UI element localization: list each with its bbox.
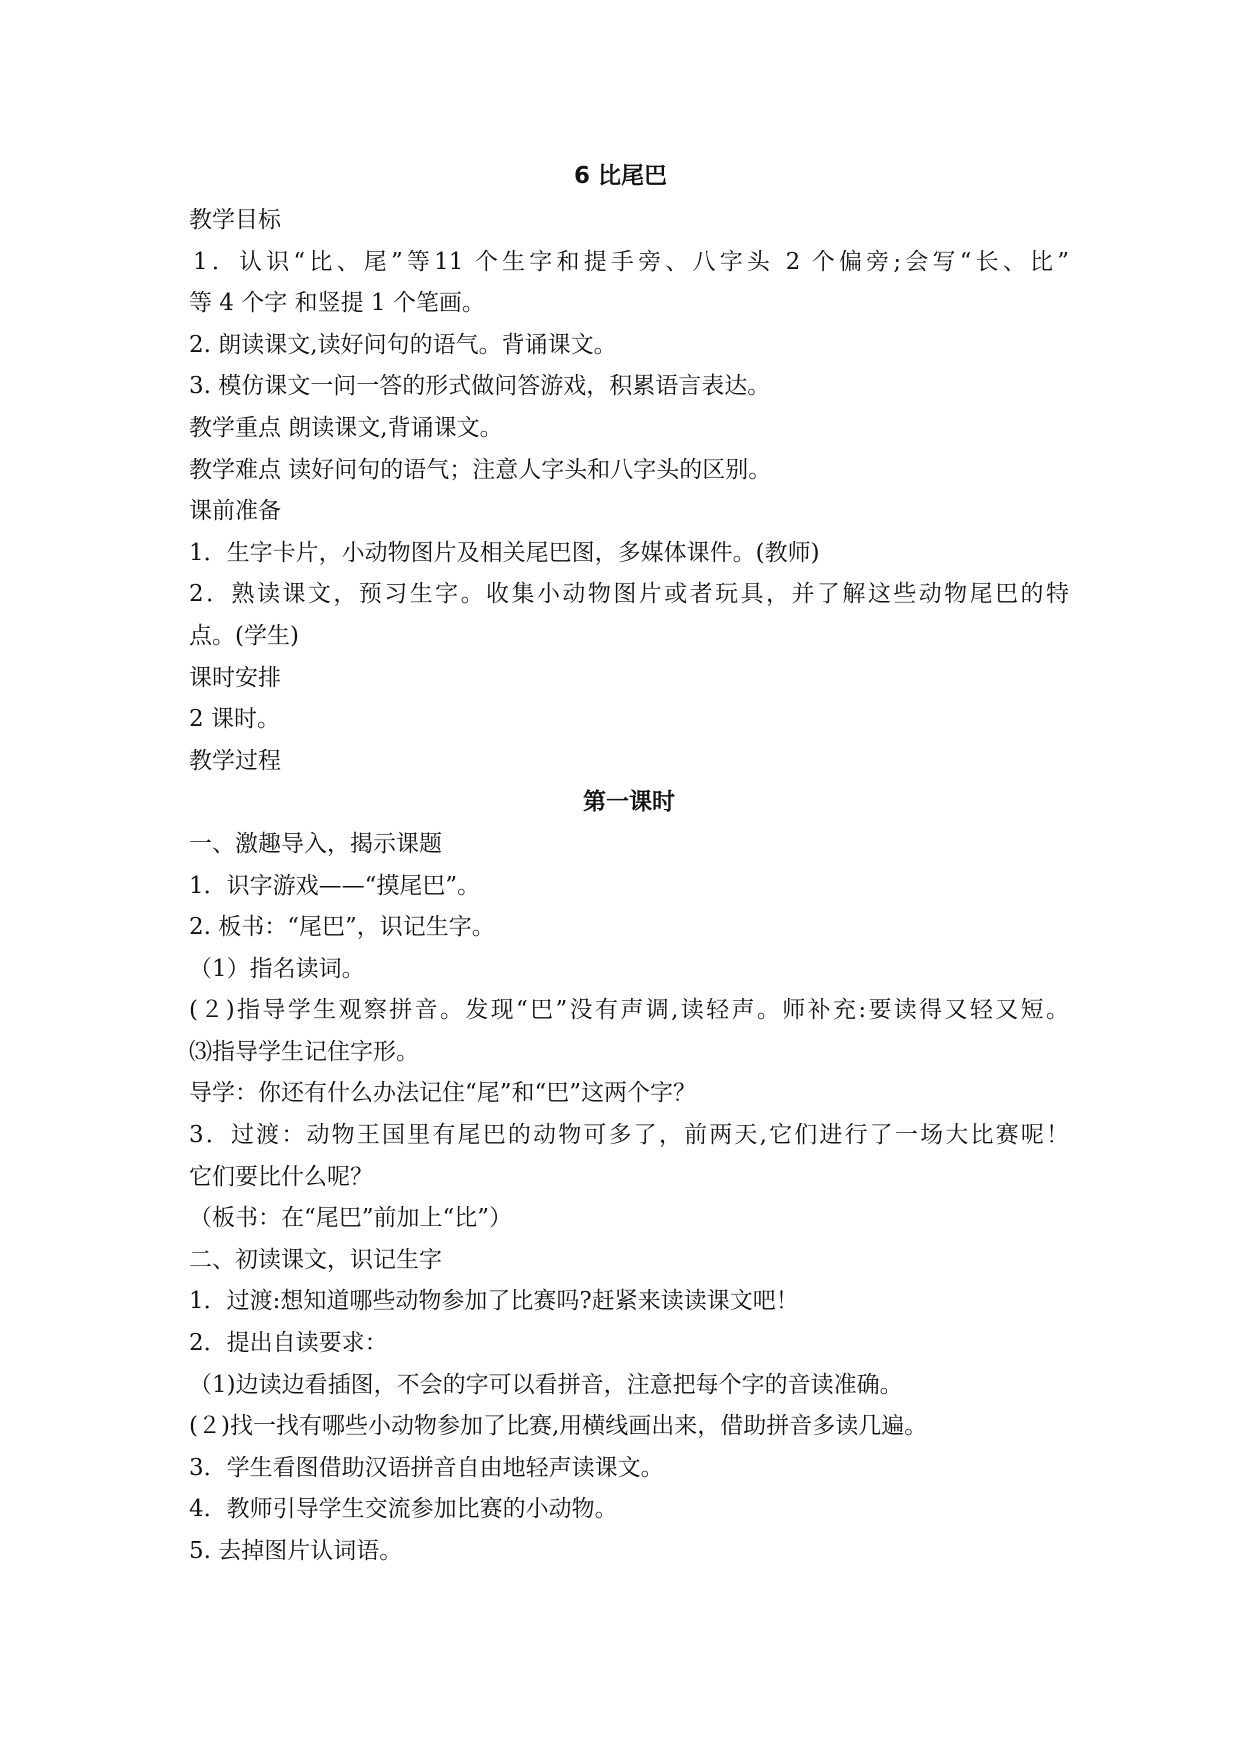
document-body xyxy=(189,200,1069,1573)
paragraph-line: 一、激趣导入，揭示课题 xyxy=(189,830,442,857)
paragraph-line: 3. 模仿课文一问一答的形式做问答游戏，积累语言表达。 xyxy=(189,373,771,400)
paragraph-line: （1)边读边看插图，不会的字可以看拼音，注意把每个字的音读准确。 xyxy=(189,1371,903,1398)
paragraph-line: 等 4 个字 和竖提 1 个笔画。 xyxy=(189,290,485,317)
paragraph-line: 点。(学生) xyxy=(189,622,299,649)
section-heading-goals: 教学目标 xyxy=(189,207,281,233)
paragraph-line: 2. 板书：“尾巴”，识记生字。 xyxy=(189,914,495,941)
paragraph-line: 3．过渡：动物王国里有尾巴的动物可多了，前两天,它们进行了一场大比赛呢！ xyxy=(189,1122,1069,1149)
paragraph-line: (２)找一找有哪些小动物参加了比赛,用横线画出来，借助拼音多读几遍。 xyxy=(189,1413,928,1440)
paragraph-line: 2 课时。 xyxy=(189,706,280,733)
paragraph-line: 4．教师引导学生交流参加比赛的小动物。 xyxy=(189,1496,618,1523)
paragraph-line: ⑶指导学生记住字形。 xyxy=(189,1038,419,1065)
lesson-heading: 第一课时 xyxy=(583,789,675,816)
paragraph-line: 3．学生看图借助汉语拼音自由地轻声读课文。 xyxy=(189,1454,664,1481)
paragraph-line: （1）指名读词。 xyxy=(189,955,365,982)
paragraph-line: 教学难点 读好问句的语气；注意人字头和八字头的区别。 xyxy=(189,456,772,483)
paragraph-line: 它们要比什么呢？ xyxy=(189,1163,373,1190)
paragraph-line: 二、初读课文，识记生字 xyxy=(189,1246,442,1273)
paragraph-line: 1．认识“比、尾”等11 个生字和提手旁、八字头 2 个偏旁;会写“长、比” xyxy=(193,248,1069,275)
section-heading-prep: 课前准备 xyxy=(189,498,281,525)
page-title: 6 比尾巴 xyxy=(573,163,667,189)
paragraph-line: 1．生字卡片，小动物图片及相关尾巴图，多媒体课件。(教师) xyxy=(189,539,820,566)
paragraph-line: 1．识字游戏——“摸尾巴”。 xyxy=(189,872,481,899)
paragraph-line: (２)指导学生观察拼音。发现“巴”没有声调,读轻声。师补充:要读得又轻又短。 xyxy=(189,997,1069,1024)
paragraph-line: 2．提出自读要求： xyxy=(189,1330,388,1357)
paragraph-line: 5. 去掉图片认词语。 xyxy=(189,1538,403,1564)
section-heading-schedule: 课时安排 xyxy=(189,664,281,691)
paragraph-line: 2．熟读课文，预习生字。收集小动物图片或者玩具，并了解这些动物尾巴的特 xyxy=(189,581,1069,608)
paragraph-line: 1．过渡:想知道哪些动物参加了比赛吗?赶紧来读读课文吧！ xyxy=(189,1288,799,1315)
section-heading-process: 教学过程 xyxy=(189,747,281,774)
paragraph-line: 导学：你还有什么办法记住“尾”和“巴”这两个字？ xyxy=(189,1080,697,1107)
paragraph-line: 教学重点 朗读课文,背诵课文。 xyxy=(189,414,503,441)
paragraph-line: 2. 朗读课文,读好问句的语气。背诵课文。 xyxy=(189,331,617,358)
paragraph-line: （板书：在“尾巴”前加上“比”） xyxy=(189,1205,513,1232)
